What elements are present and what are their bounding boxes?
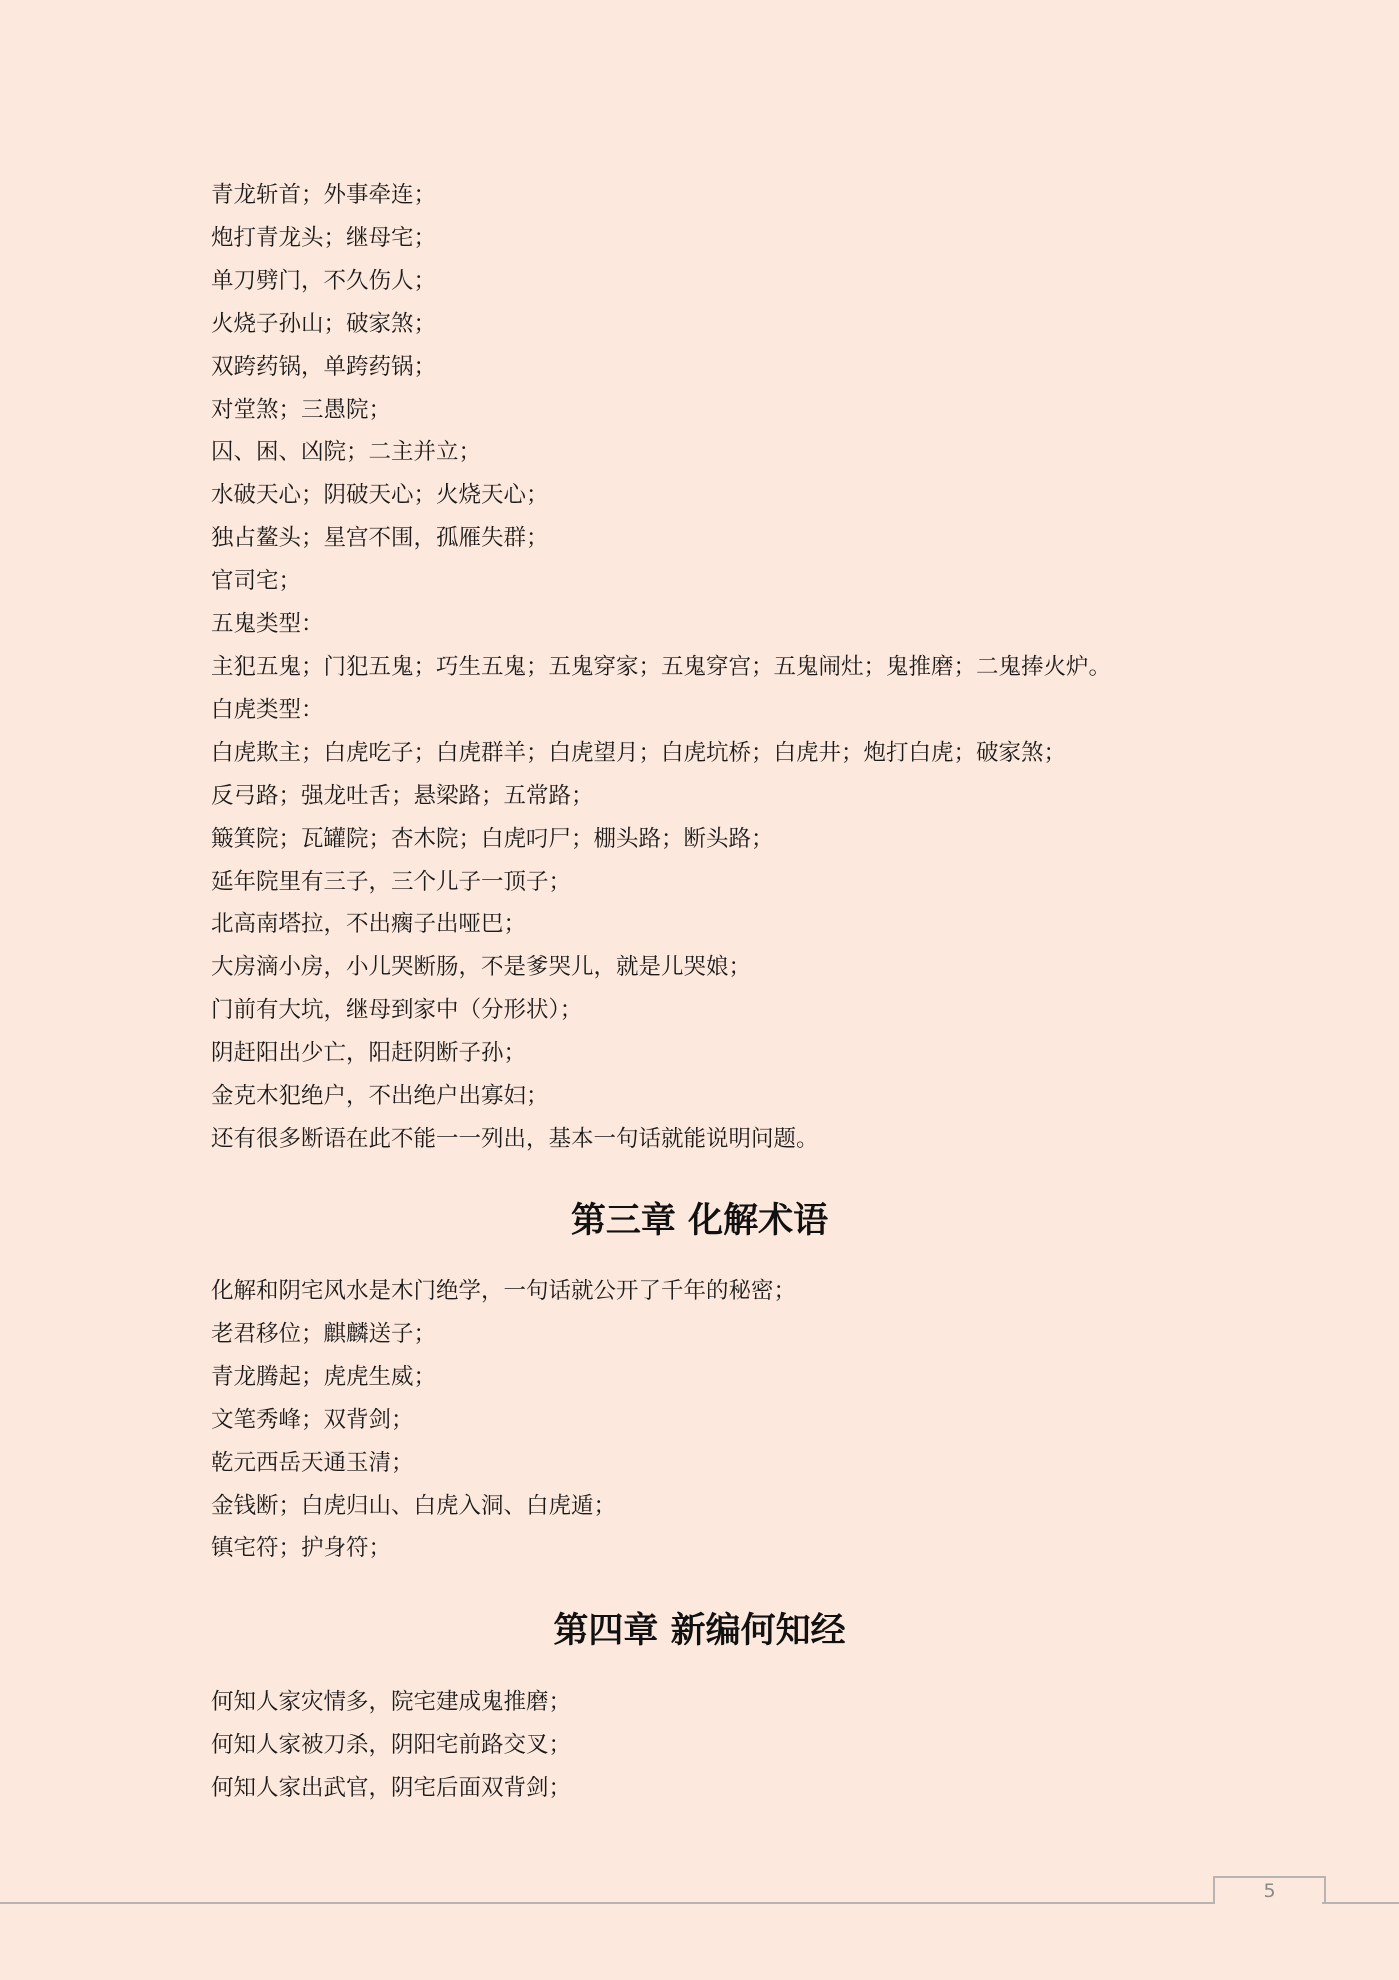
section1-line: 青龙斩首；外事牵连；: [211, 182, 437, 208]
section1-line: 五鬼类型：: [211, 611, 324, 638]
chapter4-line: 何知人家灾情多，院宅建成鬼推磨；: [211, 1689, 572, 1715]
section1-line: 对堂煞；三愚院；: [211, 396, 392, 423]
chapter3-line: 青龙腾起；虎虎生威；: [211, 1363, 437, 1390]
section1-line: 大房滴小房，小儿哭断肠，不是爹哭儿，就是儿哭娘；: [211, 954, 752, 981]
chapter3-line: 文笔秀峰；双背剑；: [211, 1406, 414, 1433]
section1-line: 水破天心；阴破天心；火烧天心；: [211, 482, 549, 509]
chapter4-line: 何知人家被刀杀，阴阳宅前路交叉；: [211, 1731, 572, 1758]
section1-line: 官司宅；: [211, 568, 302, 595]
section1-text: [211, 174, 1211, 1161]
section1-line: 主犯五鬼；门犯五鬼；巧生五鬼；五鬼穿家；五鬼穿宫；五鬼闹灶；鬼推磨；二鬼捧火炉。: [211, 653, 1112, 680]
chapter3-line: 老君移位；麒麟送子；: [211, 1320, 437, 1347]
chapter3-line: 乾元西岳天通玉清；: [211, 1449, 414, 1476]
section1-line: 延年院里有三子，三个儿子一顶子；: [211, 868, 572, 895]
footer-rule-left: [0, 1902, 1215, 1904]
chapter-3-title: 第三章 化解术语: [570, 1201, 829, 1241]
section1-line: 白虎类型：: [211, 696, 324, 723]
section1-line: 反弓路；强龙吐舌；悬梁路；五常路；: [211, 782, 594, 809]
chapter3-line: 化解和阴宅风水是木门绝学，一句话就公开了千年的秘密；: [211, 1278, 797, 1304]
section1-line: 门前有大坑，继母到家中（分形状）；: [211, 997, 583, 1024]
section1-line: 单刀劈门，不久伤人；: [211, 267, 437, 294]
page-number: 5: [1263, 1880, 1276, 1902]
section1-line: 双跨药锅，单跨药锅；: [211, 353, 437, 380]
chapter-3-text: [211, 1270, 796, 1570]
section1-line: 还有很多断语在此不能一一列出，基本一句话就能说明问题。: [211, 1125, 819, 1152]
section1-line: 火烧子孙山；破家煞；: [211, 310, 437, 337]
section1-line: 炮打青龙头；继母宅；: [211, 224, 437, 251]
section1-line: 囚、困、凶院；二主并立；: [211, 439, 482, 466]
chapter-4-title: 第四章 新编何知经: [553, 1611, 846, 1651]
chapter3-line: 金钱断；白虎归山、白虎入洞、白虎遁；: [211, 1492, 617, 1519]
chapter4-line: 何知人家出武官，阴宅后面双背剑；: [211, 1774, 572, 1801]
section1-line: 阴赶阳出少亡，阳赶阴断子孙；: [211, 1040, 527, 1067]
chapter3-line: 镇宅符；护身符；: [211, 1535, 392, 1562]
section1-line: 独占鳌头；星宫不围，孤雁失群；: [211, 525, 549, 552]
section1-line: 白虎欺主；白虎吃子；白虎群羊；白虎望月；白虎坑桥；白虎井；炮打白虎；破家煞；: [211, 739, 1067, 766]
section1-line: 北高南塔拉，不出瘸子出哑巴；: [211, 911, 527, 938]
section1-line: 金克木犯绝户，不出绝户出寡妇；: [211, 1083, 549, 1110]
section1-line: 簸箕院；瓦罐院；杏木院；白虎叼尸；棚头路；断头路；: [211, 825, 774, 852]
footer-rule-right: [1322, 1902, 1399, 1904]
chapter-4-text: [211, 1681, 571, 1810]
